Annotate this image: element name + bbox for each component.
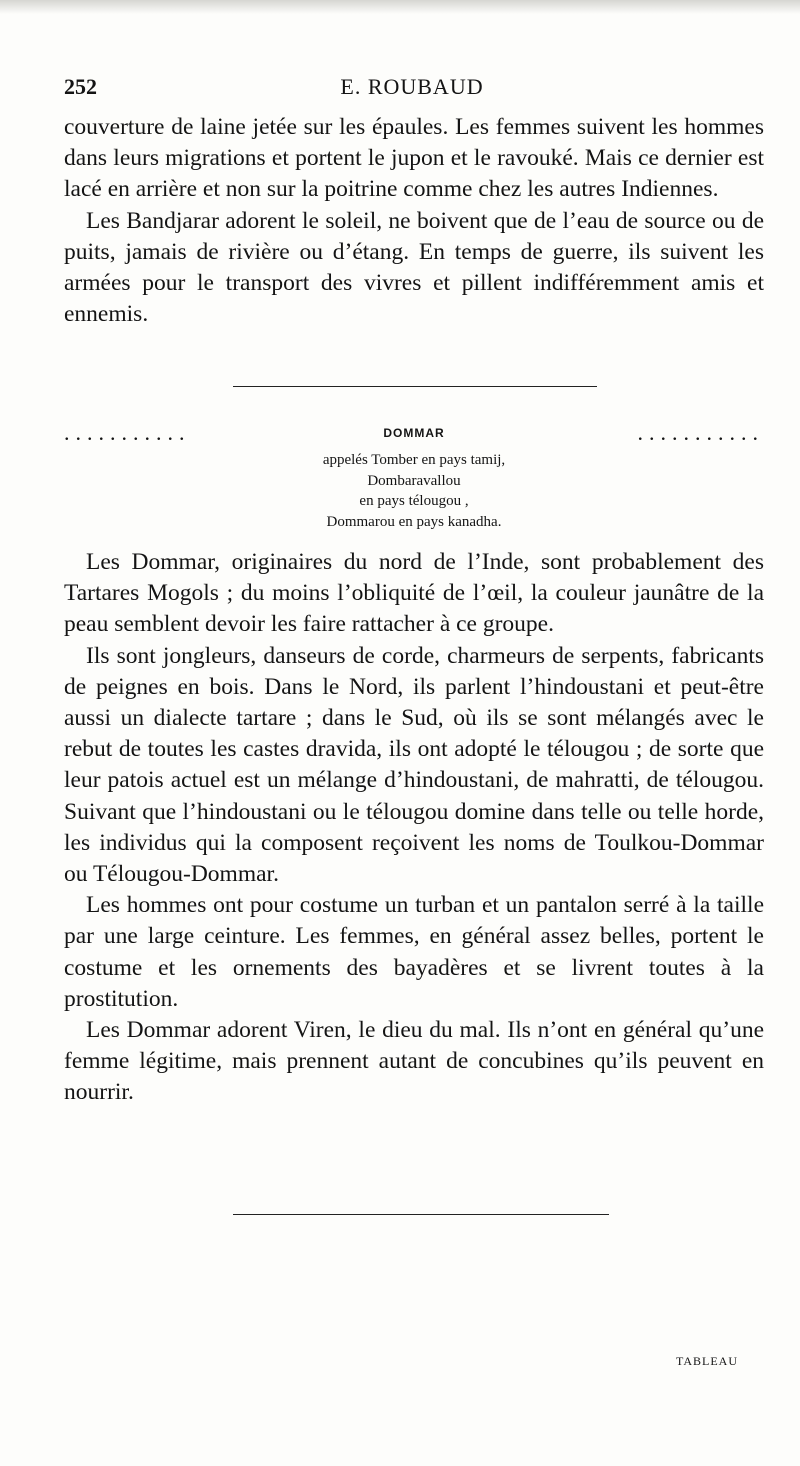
leader-dots-right: ........... bbox=[637, 420, 764, 445]
paragraph: Ils sont jongleurs, danseurs de corde, charmeurs de serpents, fabricants de peignes en bois. Dans le Nord, ils parlent l’hindoustani et peut-être aussi un dialecte tartare ; dans le Sud, où ils se sont mélangés avec le rebut de toutes les castes dravida, ils ont adopté le télougou ; de sorte que leur patois actuel est un mélange d’hindoustani, de mahratti, de télougou. Suivant que l’hindoustani ou le télougou domine dans telle ou telle horde, les individus qui la composent reçoivent les noms de Toulkou-Dommar ou Télougou-Dommar. bbox=[64, 642, 764, 888]
page-header bbox=[64, 74, 760, 108]
leader-dots-left: ........... bbox=[64, 420, 191, 445]
paragraph: Les Dommar adorent Viren, le dieu du mal. Ils n’ont en général qu’une femme légitime, mais prennent autant de concubines qu’ils peuvent en nourrir. bbox=[64, 1017, 764, 1106]
synonym-line: Dombaravallou bbox=[367, 472, 461, 489]
running-head: E. ROUBAUD bbox=[340, 74, 484, 99]
section-divider bbox=[233, 386, 597, 387]
paragraph: Les Bandjarar adorent le soleil, ne boivent que de l’eau de source ou de puits, jamais de rivière ou d’étang. En temps de guerre, ils suivent les armées pour le transport des vivres et pillent indifféremment amis et ennemis. bbox=[64, 207, 764, 328]
catchword: TABLEAU bbox=[675, 1354, 738, 1368]
section-heading bbox=[64, 420, 764, 450]
paragraph: Les hommes ont pour costume un turban et un pantalon serré à la taille par une large ceinture. Les femmes, en général assez belles, portent le costume et les ornements des bayadères et se livrent toutes à la prostitution. bbox=[64, 892, 764, 1012]
page-top-edge bbox=[0, 0, 800, 14]
section-title: DOMMAR bbox=[383, 426, 445, 440]
section-dommar-text bbox=[64, 547, 764, 1109]
paragraph: Les Dommar, originaires du nord de l’Inde, sont probablement des Tartares Mogols ; du moins l’obliquité de l’œil, la couleur jaunâtre de la peau semblent devoir les faire rattacher à ce groupe. bbox=[64, 549, 764, 638]
paragraph: couverture de laine jetée sur les épaules. Les femmes suivent les hommes dans leurs migrations et portent le jupon et le ravouké. Mais ce dernier est lacé en arrière et non sur la poitrine comme chez les autres Indiennes. bbox=[64, 114, 764, 203]
section-bandjarar-text bbox=[64, 112, 764, 330]
synonym-line: appelés Tomber en pays tamij, bbox=[322, 452, 506, 468]
synonym-line: en pays télougou , bbox=[359, 493, 469, 509]
synonym-list bbox=[64, 450, 764, 532]
synonym-line: Dommarou en pays kanadha. bbox=[326, 513, 502, 530]
section-divider bbox=[233, 1214, 609, 1215]
page-number: 252 bbox=[64, 74, 97, 99]
